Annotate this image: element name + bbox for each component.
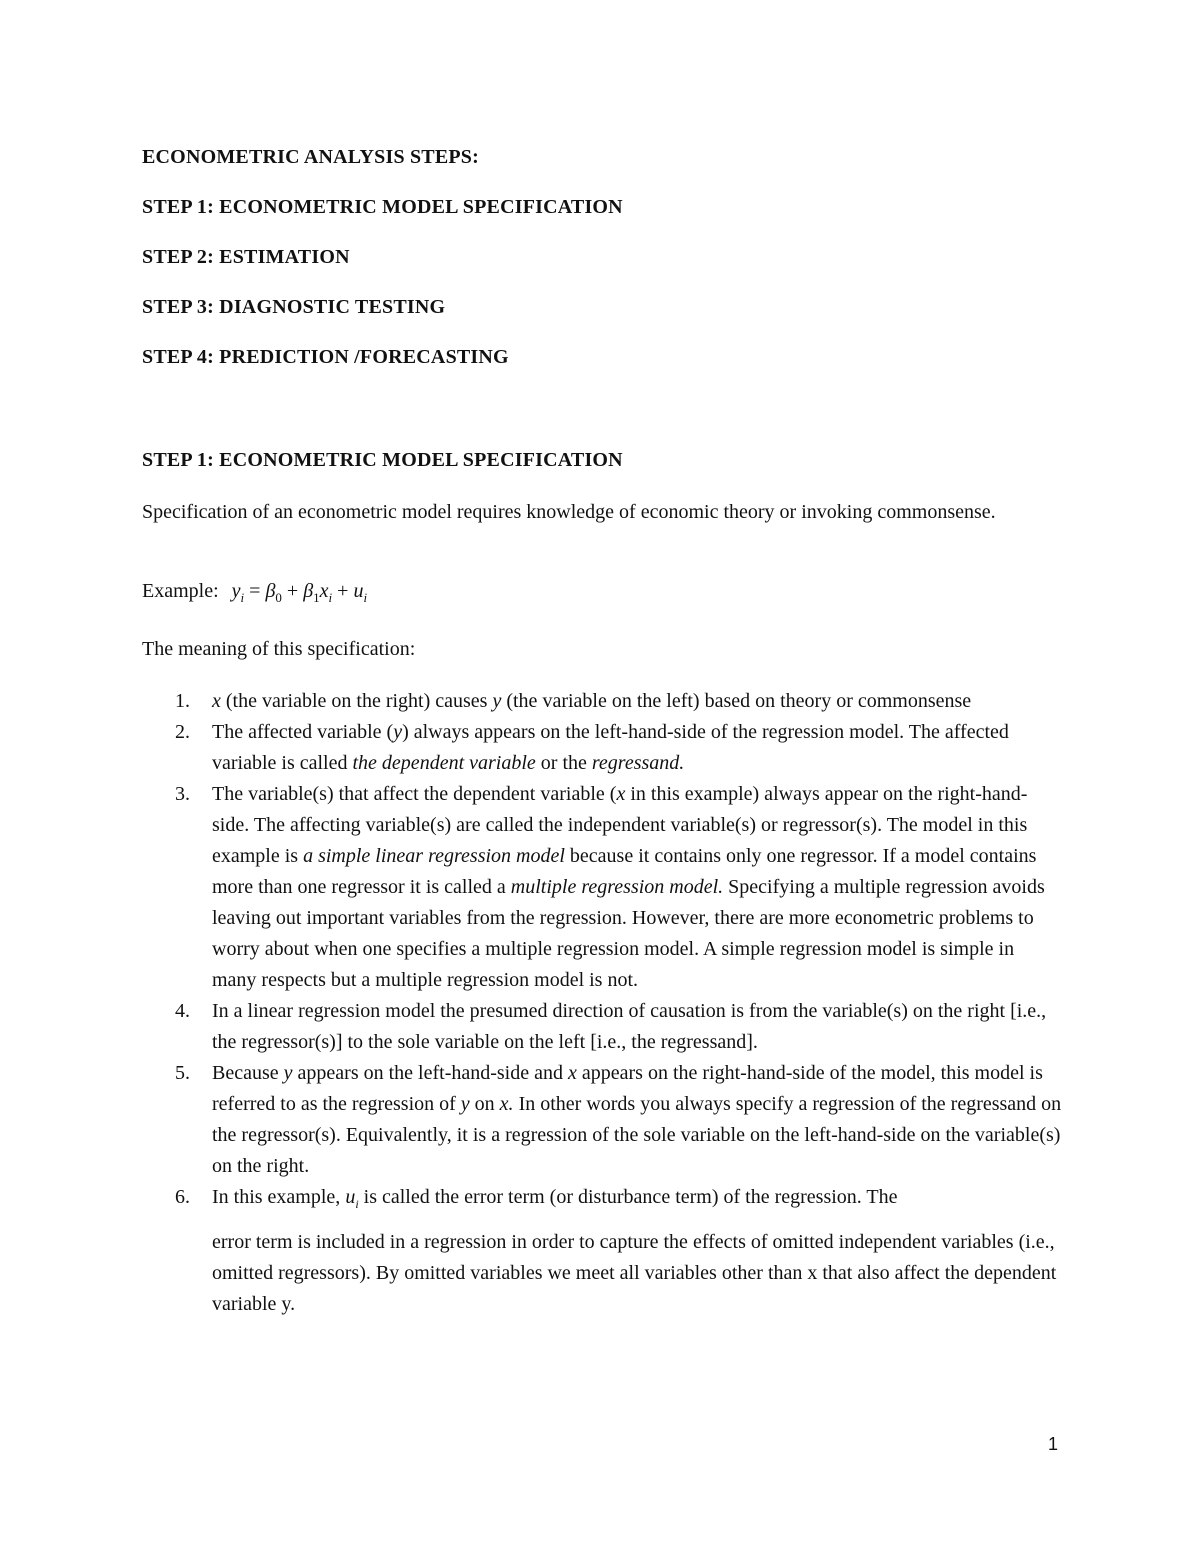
list-number: 3. (175, 783, 190, 805)
specification-list (142, 686, 1062, 1320)
step-2-heading: STEP 2: ESTIMATION (142, 246, 350, 268)
example-label: Example: (142, 580, 219, 602)
list-number: 6. (175, 1186, 190, 1208)
list-item: 4. In a linear regression model the presumed direction of causation is from the variable(s) on the right [i.e., the regressor(s)] to the sole variable on the left [i.e., the regressand]. (142, 996, 1062, 1058)
list-item: 1. x (the variable on the right) causes y (the variable on the left) based on theory or commonsense (142, 686, 1062, 717)
intro-paragraph: Specification of an econometric model requires knowledge of economic theory or invoking commonsense. (142, 501, 996, 523)
step-1-heading: STEP 1: ECONOMETRIC MODEL SPECIFICATION (142, 196, 623, 218)
step-4-heading: STEP 4: PREDICTION /FORECASTING (142, 346, 509, 368)
meaning-label: The meaning of this specification: (142, 638, 416, 660)
example-line (142, 580, 367, 606)
list-number: 5. (175, 1062, 190, 1084)
page-number: 1 (1048, 1434, 1059, 1454)
list-item: 6. In this example, $u_i$ is called the error term (or disturbance term) of the regression. The error term is included in a regression in order to capture the effects of omitted independent variables (i.e., omitted regressors). By omitted variables we meet all variables other than x that also affect the dependent variable y. (142, 1182, 1062, 1320)
list-item: 5. Because y appears on the left-hand-side and x appears on the right-hand-side of the model, this model is referred to as the regression of y on x. In other words you always specify a regression of the regressand on the regressor(s). Equivalently, it is a regression of the sole variable on the left-hand-side on the variable(s) on the right. (142, 1058, 1062, 1182)
section-heading-step-1: STEP 1: ECONOMETRIC MODEL SPECIFICATION (142, 449, 623, 471)
list-item: 2. The affected variable (y) always appears on the left-hand-side of the regression model. The affected variable is called the dependent variable or the regressand. (142, 717, 1062, 779)
regression-equation: $y_i = \beta_0 + \beta_1x_i + u_i$ (231, 580, 368, 605)
list-number: 4. (175, 1000, 190, 1022)
document-title: ECONOMETRIC ANALYSIS STEPS: (142, 146, 479, 168)
list-number: 2. (175, 721, 190, 743)
step-3-heading: STEP 3: DIAGNOSTIC TESTING (142, 296, 446, 318)
list-number: 1. (175, 690, 190, 712)
list-item: 3. The variable(s) that affect the dependent variable (x in this example) always appear on the right-hand-side. The affecting variable(s) are called the independent variable(s) or regressor(s). The model in this example is a simple linear regression model because it contains only one regressor. If a model contains more than one regressor it is called a multiple regression model. Specifying a multiple regression avoids leaving out important variables from the regression. However, there are more econometric problems to worry about when one specifies a multiple regression model. A simple regression model is simple in many respects but a multiple regression model is not. (142, 779, 1062, 996)
